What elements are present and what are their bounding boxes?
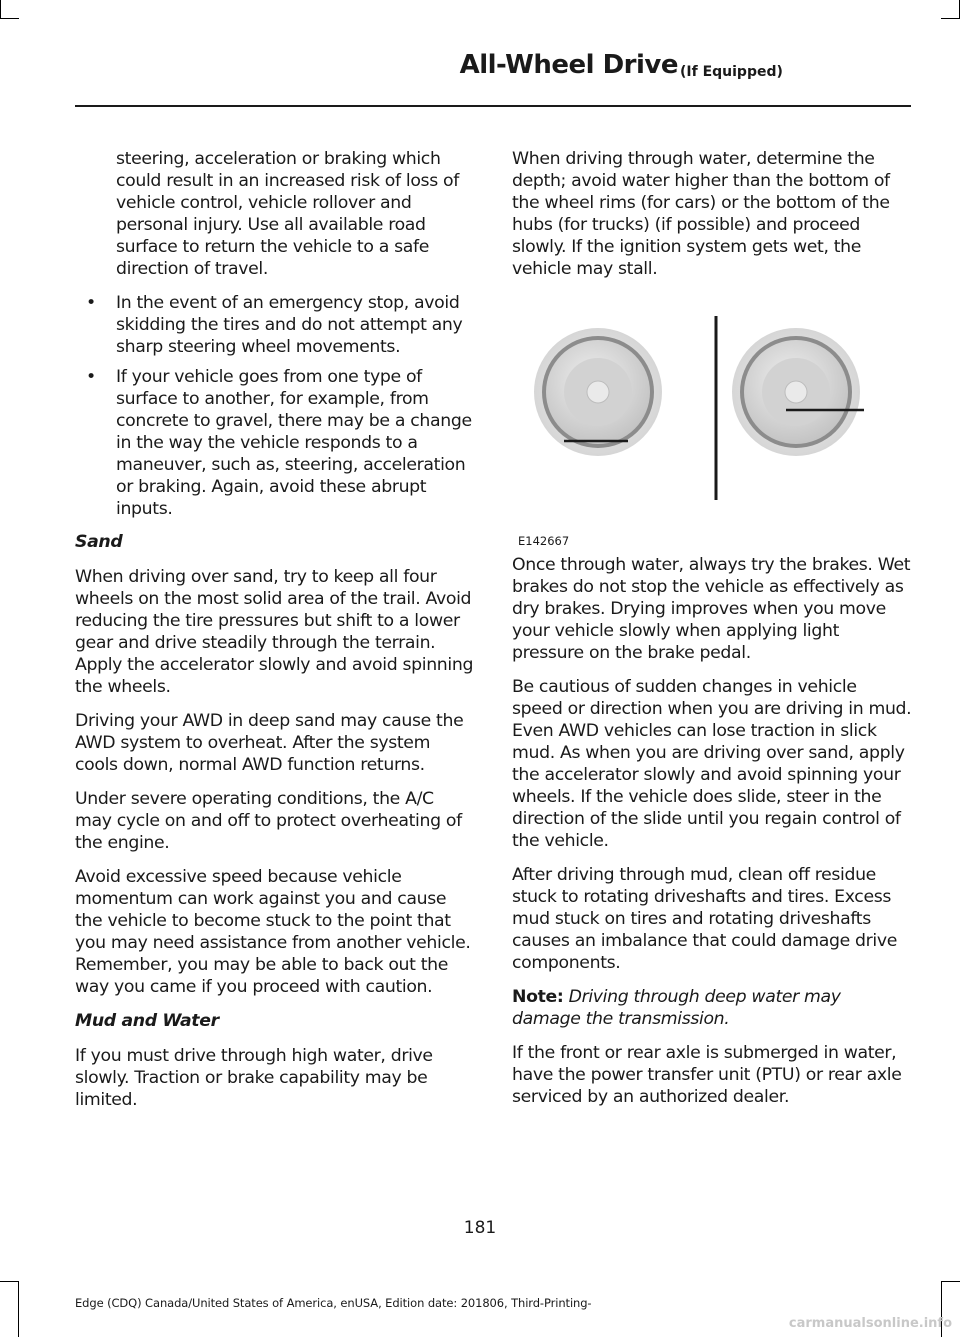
page-number: 181 [463,1218,497,1238]
right-column [512,148,912,1120]
section-heading-mud-and-water: Mud and Water [75,1011,219,1031]
bullet-icon: • [86,367,96,387]
footer-edition-text: Edge (CDQ) Canada/United States of America, enUSA, Edition date: 201806, Third-Printing- [75,1296,592,1310]
bullet-list [75,292,475,520]
truck-wheel-icon [732,328,864,456]
note-label: Note: [512,987,564,1007]
wheel-water-depth-illustration [512,298,912,530]
paragraph: If the front or rear axle is submerged in water, have the power transfer unit (PTU) or rear axle serviced by an authorized dealer. [512,1043,902,1107]
watermark: carmanualsonline.info [788,1316,952,1331]
paragraph: Avoid excessive speed because vehicle momentum can work against you and cause the vehicle to become stuck to the point that you may need assistance from another vehicle. Remember, you may be able to back out the way you came if you proceed with caution. [75,867,471,997]
note-text: Driving through deep water may damage the transmission. [512,987,841,1029]
paragraph: Once through water, always try the brakes. Wet brakes do not stop the vehicle as effectively as dry brakes. Drying improves when you move your vehicle slowly when applying light pressure on the brake pedal. [512,555,911,663]
crop-mark [0,1281,19,1282]
section-heading-sand: Sand [75,532,123,552]
bullet-text: If your vehicle goes from one type of surface to another, for example, from concrete to gravel, there may be a change in the way the vehicle responds to a maneuver, such as, steering, acceleration or braking. Again, avoid these abrupt inputs. [116,367,472,519]
bullet-text: In the event of an emergency stop, avoid skidding the tires and do not attempt any sharp steering wheel movements. [116,293,463,357]
crop-mark [0,18,19,19]
continued-paragraph: steering, acceleration or braking which could result in an increased risk of loss of vehicle control, vehicle rollover and personal injury. Use all available road surface to return the vehicle to a safe direction of travel. [116,149,459,279]
paragraph: When driving over sand, try to keep all four wheels on the most solid area of the trail. Avoid reducing the tire pressures but shift to a lower gear and drive steadily through the terrain. Apply the accelerator slowly and avoid spinning the wheels. [75,567,474,697]
figure-code: E142667 [518,534,570,548]
crop-mark [18,1281,19,1337]
paragraph: Under severe operating conditions, the A/C may cycle on and off to protect overheating of the engine. [75,789,462,853]
bullet-icon: • [86,293,96,313]
left-column [75,148,475,1123]
wheel-water-depth-figure [512,298,912,550]
paragraph: Be cautious of sudden changes in vehicle speed or direction when you are driving in mud. Even AWD vehicles can lose traction in slick mud. As when you are driving over sand, apply the accelerator slowly and avoid spinning your wheels. If the vehicle does slide, steer in the direction of the slide until you regain control of the vehicle. [512,677,912,851]
note [512,986,912,1030]
page-header-subtitle: (If Equipped) [680,64,783,80]
page-header-title: All-Wheel Drive [459,50,678,80]
bullet-item [75,292,475,358]
paragraph: Driving your AWD in deep sand may cause the AWD system to overheat. After the system cools down, normal AWD function returns. [75,711,464,775]
crop-mark [941,1281,960,1282]
crop-mark [941,18,960,19]
header-rule [75,105,911,107]
paragraph: After driving through mud, clean off residue stuck to rotating driveshafts and tires. Excess mud stuck on tires and rotating driveshafts causes an imbalance that could damage drive components. [512,865,898,973]
crop-mark [0,0,1,19]
paragraph: If you must drive through high water, drive slowly. Traction or brake capability may be limited. [75,1046,433,1110]
bullet-item [75,366,475,520]
car-wheel-icon [534,328,662,456]
paragraph: When driving through water, determine the depth; avoid water higher than the bottom of the wheel rims (for cars) or the bottom of the hubs (for trucks) (if possible) and proceed slowly. If the ignition system gets wet, the vehicle may stall. [512,149,890,279]
